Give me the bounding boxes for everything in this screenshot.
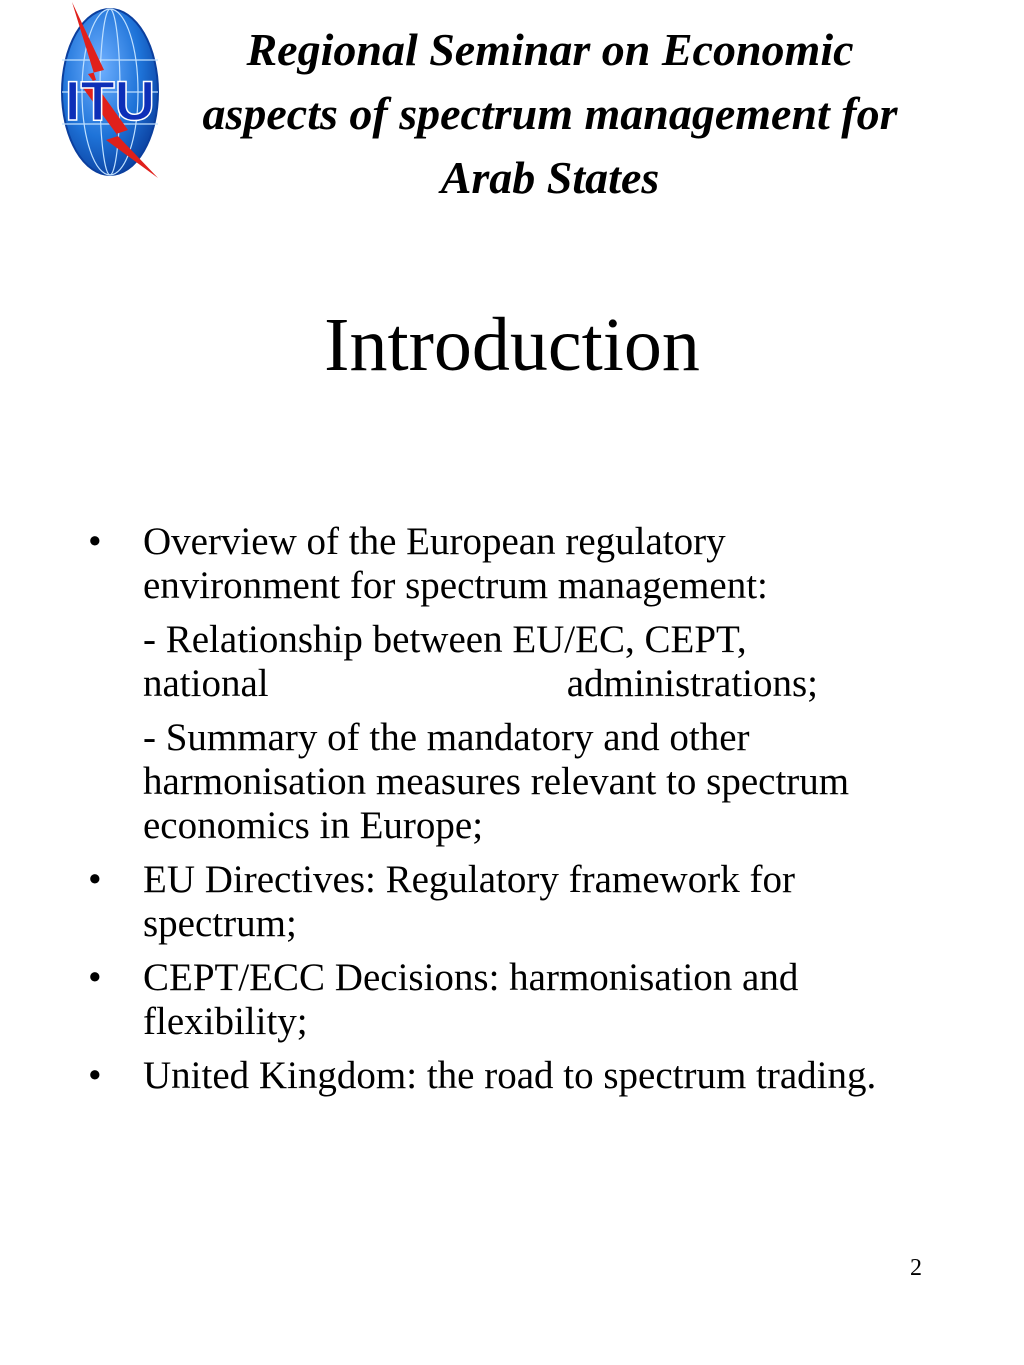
bullet-item-overview xyxy=(88,520,928,848)
bullet-icon: • xyxy=(88,858,102,901)
sub-item-text: - Relationship between EU/EC, CEPT, xyxy=(143,618,747,661)
bullet-item-cept-ecc xyxy=(88,956,928,1044)
bullet-text: EU Directives: Regulatory framework for spectrum; xyxy=(143,858,795,945)
header-line-1: Regional Seminar on Economic xyxy=(246,24,854,75)
bullet-text: CEPT/ECC Decisions: harmonisation and flexibility; xyxy=(143,956,799,1043)
bullet-text: Overview of the European regulatory environment for spectrum management: xyxy=(143,520,768,607)
bullet-list xyxy=(88,520,928,1108)
header-line-2: aspects of spectrum management for xyxy=(202,88,898,139)
bullet-icon: • xyxy=(88,1054,102,1097)
sub-item-text: national xyxy=(143,662,269,705)
sub-item-summary: - Summary of the mandatory and other harmonisation measures relevant to spectrum economics in Europe; xyxy=(143,716,850,847)
slide-header xyxy=(140,18,960,210)
bullet-icon: • xyxy=(88,956,102,999)
slide-title: Introduction xyxy=(324,303,700,387)
bullet-item-eu-directives xyxy=(88,858,928,946)
bullet-text: United Kingdom: the road to spectrum trading. xyxy=(143,1054,877,1097)
logo-letters: ITU xyxy=(64,69,156,132)
sub-item-relationship xyxy=(143,618,928,706)
header-line-3: Arab States xyxy=(440,152,660,203)
bullet-item-uk xyxy=(88,1054,928,1098)
sub-item-text: administrations; xyxy=(566,662,818,705)
bullet-icon: • xyxy=(88,520,102,563)
page-number: 2 xyxy=(910,1255,922,1281)
